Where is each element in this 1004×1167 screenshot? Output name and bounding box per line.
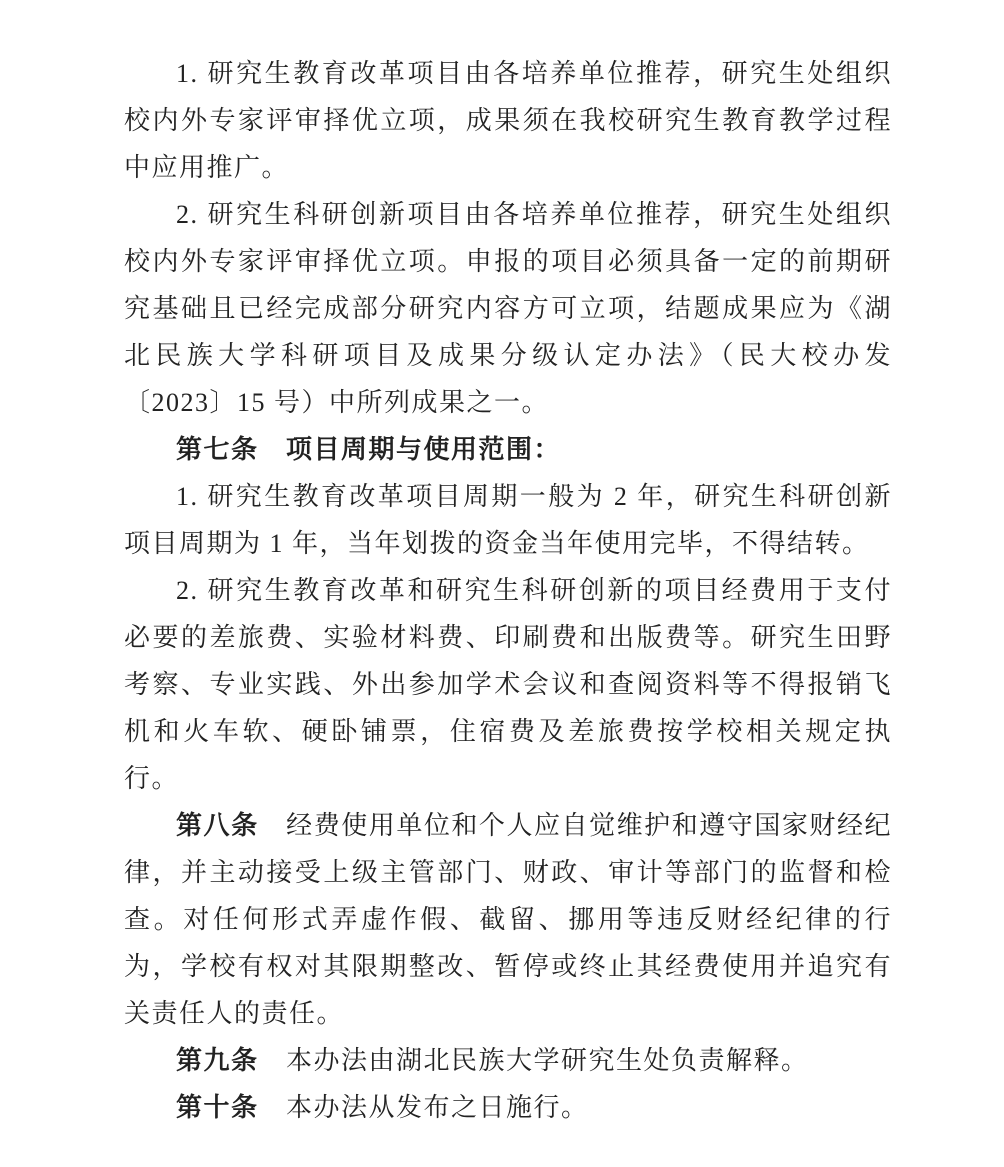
paragraph-text: 1. 研究生教育改革项目由各培养单位推荐，研究生处组织校内外专家评审择优立项，成果须在我校研究生教育教学过程中应用推广。 — [124, 59, 892, 182]
paragraph-text: 2. 研究生科研创新项目由各培养单位推荐，研究生处组织校内外专家评审择优立项。申报的项目必须具备一定的前期研究基础且已经完成部分研究内容方可立项，结题成果应为《湖北民族大学科研项目及成果分级认定办法》（民大校办发〔2023〕15 号）中所列成果之一。 — [124, 200, 892, 417]
para-article-10-effective-date — [124, 1084, 892, 1131]
para-article-9-interpretation — [124, 1037, 892, 1084]
para-article-8-financial-discipline — [124, 802, 892, 1037]
para-article7-item2-expense-scope — [124, 567, 892, 802]
clause-lead-bold: 第八条 — [176, 811, 259, 840]
para-item2-research-innovation-approval — [124, 191, 892, 426]
paragraph-text: 经费使用单位和个人应自觉维护和遵守国家财经纪律，并主动接受上级主管部门、财政、审计等部门的监督和检查。对任何形式弄虚作假、截留、挪用等违反财经纪律的行为，学校有权对其限期整改、暂停或终止其经费使用并追究有关责任人的责任。 — [124, 811, 892, 1028]
para-article7-item1-project-period — [124, 473, 892, 567]
para-item1-edu-reform-approval — [124, 50, 892, 191]
paragraph-text: 1. 研究生教育改革项目周期一般为 2 年，研究生科研创新项目周期为 1 年，当年划拨的资金当年使用完毕，不得结转。 — [124, 482, 892, 558]
paragraph-text: 本办法由湖北民族大学研究生处负责解释。 — [258, 1046, 809, 1075]
clause-lead-bold: 第十条 — [176, 1093, 259, 1122]
clause-lead-bold: 第七条 项目周期与使用范围： — [176, 435, 562, 464]
clause-lead-bold: 第九条 — [176, 1046, 259, 1075]
paragraph-text: 2. 研究生教育改革和研究生科研创新的项目经费用于支付必要的差旅费、实验材料费、印刷费和出版费等。研究生田野考察、专业实践、外出参加学术会议和查阅资料等不得报销飞机和火车软、硬卧铺票，住宿费及差旅费按学校相关规定执行。 — [124, 576, 892, 793]
paragraph-text: 本办法从发布之日施行。 — [258, 1093, 589, 1122]
document-body — [124, 50, 892, 1131]
para-article-7-heading — [124, 426, 892, 473]
